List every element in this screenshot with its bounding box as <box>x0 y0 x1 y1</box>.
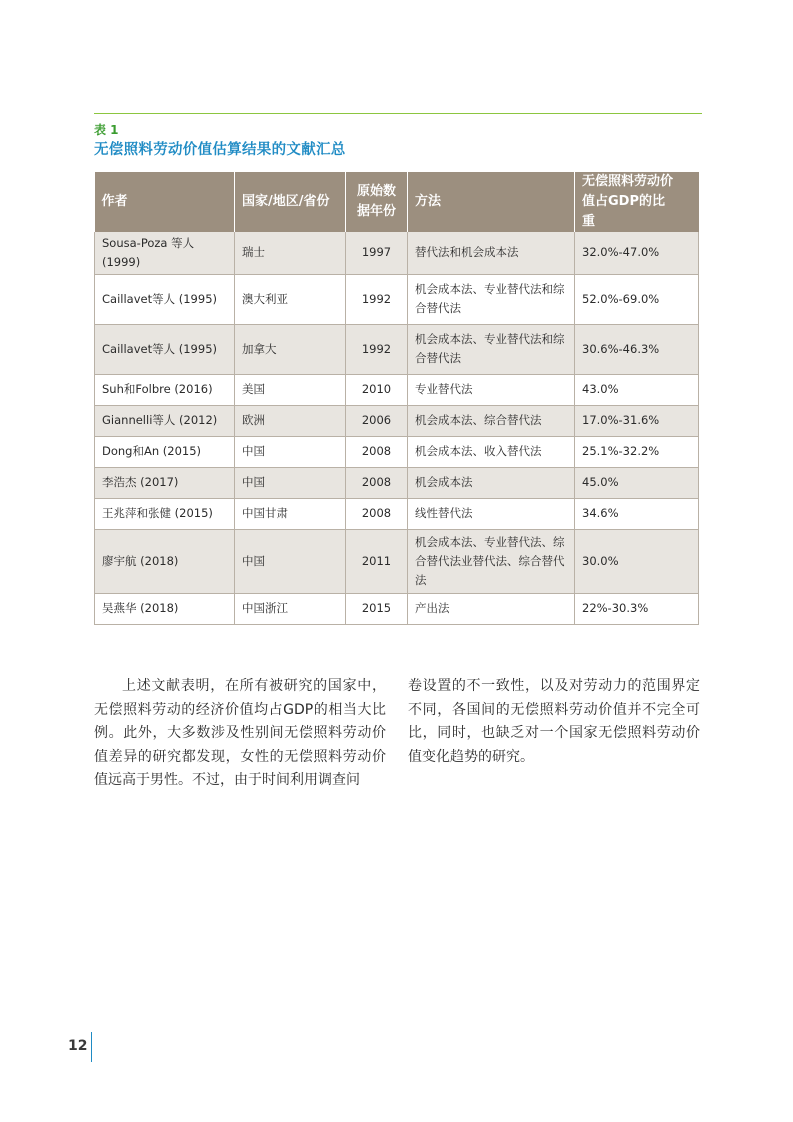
cell-author: Sousa-Poza 等人 (1999) <box>95 232 235 274</box>
cell-year: 2008 <box>346 467 408 498</box>
cell-method: 替代法和机会成本法 <box>408 232 575 274</box>
cell-method: 机会成本法、专业替代法和综合替代法 <box>408 274 575 324</box>
table-row <box>95 232 699 274</box>
table-row <box>95 324 699 374</box>
cell-country: 加拿大 <box>235 324 346 374</box>
cell-ratio: 45.0% <box>575 467 699 498</box>
cell-country: 中国 <box>235 467 346 498</box>
cell-country: 美国 <box>235 374 346 405</box>
cell-year: 2008 <box>346 436 408 467</box>
cell-author: 李浩杰 (2017) <box>95 467 235 498</box>
page-number: 12 <box>68 1038 88 1054</box>
cell-ratio: 25.1%-32.2% <box>575 436 699 467</box>
cell-ratio: 43.0% <box>575 374 699 405</box>
cell-ratio: 30.6%-46.3% <box>575 324 699 374</box>
table-row <box>95 405 699 436</box>
header-author: 作者 <box>95 172 235 232</box>
table-row <box>95 467 699 498</box>
table-row <box>95 436 699 467</box>
header-year <box>346 172 408 232</box>
cell-country: 中国甘肃 <box>235 498 346 529</box>
table-row <box>95 593 699 624</box>
header-ratio-text: 无偿照料劳动价值占GDP的比重 <box>582 174 674 229</box>
page-number-divider <box>91 1032 92 1062</box>
cell-method: 机会成本法、专业替代法、综合替代法业替代法、综合替代法 <box>408 529 575 593</box>
cell-country: 欧洲 <box>235 405 346 436</box>
body-paragraph-left: 上述文献表明，在所有被研究的国家中，无偿照料劳动的经济价值均占GDP的相当大比例。此外，大多数涉及性别间无偿照料劳动价值差异的研究都发现，女性的无偿照料劳动价值远高于男性。不过，由于时间利用调查问 <box>94 678 386 788</box>
cell-author: Caillavet等人 (1995) <box>95 274 235 324</box>
cell-method: 机会成本法、专业替代法和综合替代法 <box>408 324 575 374</box>
cell-author: 王兆萍和张健 (2015) <box>95 498 235 529</box>
table-row <box>95 374 699 405</box>
cell-ratio: 34.6% <box>575 498 699 529</box>
cell-country: 澳大利亚 <box>235 274 346 324</box>
cell-ratio: 30.0% <box>575 529 699 593</box>
cell-method: 机会成本法、收入替代法 <box>408 436 575 467</box>
header-country: 国家/地区/省份 <box>235 172 346 232</box>
cell-year: 1992 <box>346 274 408 324</box>
cell-method: 机会成本法、综合替代法 <box>408 405 575 436</box>
cell-method: 产出法 <box>408 593 575 624</box>
cell-year: 2006 <box>346 405 408 436</box>
header-ratio <box>575 172 699 232</box>
cell-year: 1997 <box>346 232 408 274</box>
cell-author: Suh和Folbre (2016) <box>95 374 235 405</box>
cell-year: 2011 <box>346 529 408 593</box>
header-year-text: 原始数据年份 <box>356 184 396 219</box>
cell-author: Dong和An (2015) <box>95 436 235 467</box>
cell-author: Caillavet等人 (1995) <box>95 324 235 374</box>
cell-method: 专业替代法 <box>408 374 575 405</box>
table-row <box>95 498 699 529</box>
body-paragraph-right: 卷设置的不一致性，以及对劳动力的范围界定不同，各国间的无偿照料劳动价值并不完全可比，同时，也缺乏对一个国家无偿照料劳动价值变化趋势的研究。 <box>408 678 700 765</box>
cell-author: 廖宇航 (2018) <box>95 529 235 593</box>
cell-ratio: 32.0%-47.0% <box>575 232 699 274</box>
header-method: 方法 <box>408 172 575 232</box>
cell-ratio: 17.0%-31.6% <box>575 405 699 436</box>
table-row <box>95 274 699 324</box>
cell-method: 机会成本法 <box>408 467 575 498</box>
top-rule <box>94 113 702 114</box>
cell-ratio: 22%-30.3% <box>575 593 699 624</box>
table-body <box>95 232 699 624</box>
table-row <box>95 529 699 593</box>
table-label: 表 1 <box>94 123 119 137</box>
cell-year: 1992 <box>346 324 408 374</box>
cell-year: 2010 <box>346 374 408 405</box>
cell-year: 2015 <box>346 593 408 624</box>
table-title: 无偿照料劳动价值估算结果的文献汇总 <box>94 142 346 158</box>
table-header-row <box>95 172 699 232</box>
cell-ratio: 52.0%-69.0% <box>575 274 699 324</box>
summary-table <box>94 172 699 625</box>
cell-country: 中国 <box>235 529 346 593</box>
cell-author: Giannelli等人 (2012) <box>95 405 235 436</box>
cell-year: 2008 <box>346 498 408 529</box>
cell-country: 瑞士 <box>235 232 346 274</box>
cell-country: 中国浙江 <box>235 593 346 624</box>
cell-author: 吴燕华 (2018) <box>95 593 235 624</box>
cell-country: 中国 <box>235 436 346 467</box>
cell-method: 线性替代法 <box>408 498 575 529</box>
